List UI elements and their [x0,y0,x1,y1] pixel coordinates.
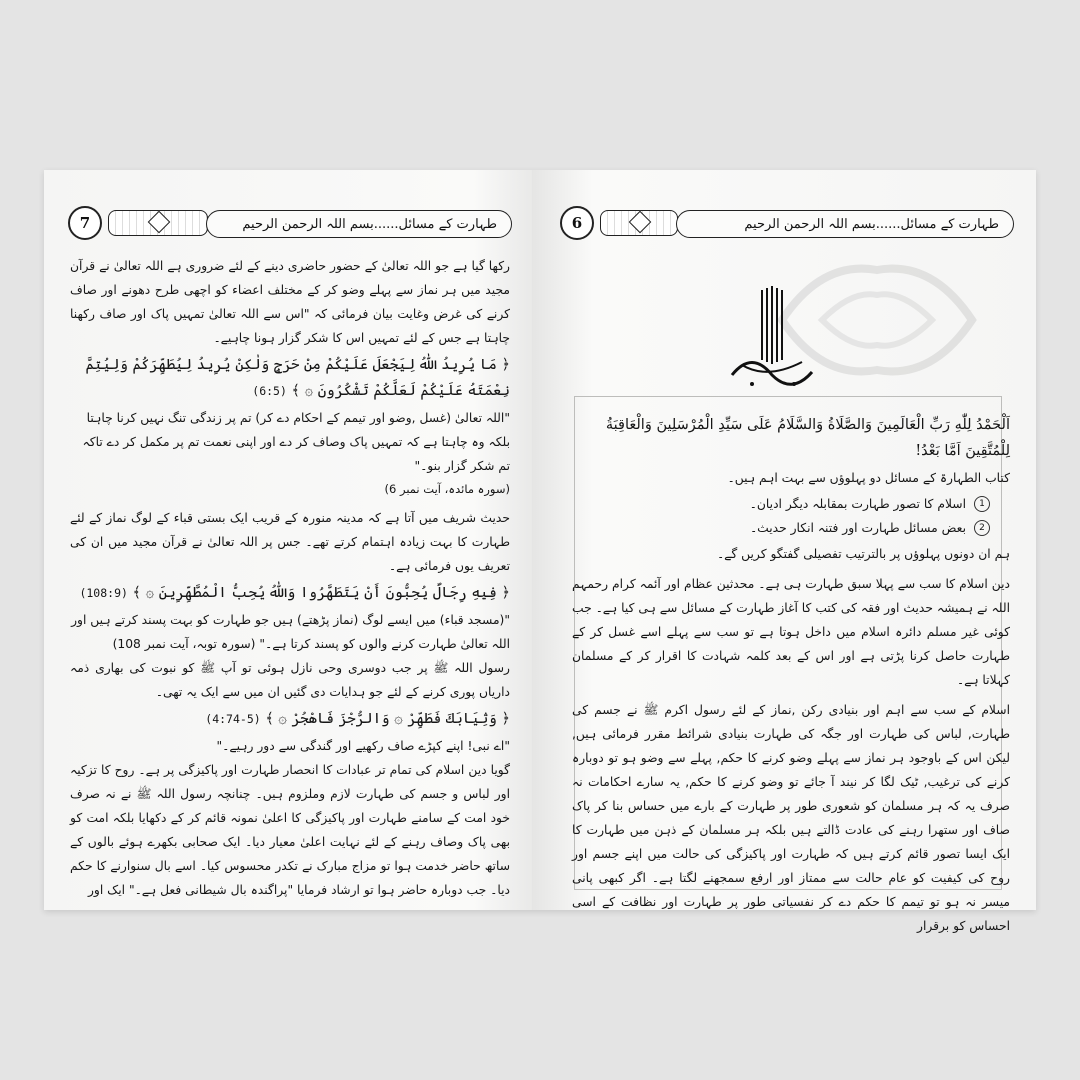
list-item-text: بعض مسائل طہارت اور فتنہ انکار حدیث۔ [749,521,966,535]
ornament-frame-icon [108,210,208,236]
bismillah-calligraphy-icon [712,280,832,400]
list-number: 2 [974,520,990,536]
paragraph: گویا دین اسلام کی تمام تر عبادات کا انحصار طہارت اور پاکیزگی پر ہے۔ روح کا تزکیہ اور لباس و جسم کی طہارت لازم وملزوم ہیں۔ چنانچہ رسول اللہ ﷺ نے نہ صرف خود امت کے سامنے طہارت اور پاکیزگی کا اعلیٰ نمونہ قائم کر کے دکھایا بلکہ امت کو بھی پاک وصاف رہنے کے لئے نہایت اعلیٰ معیار دیا۔ ایک صحابی بکھرے ہوئے بالوں کے ساتھ حاضر خدمت ہوا تو مزاج مبارک نے تکدر محسوس کیا۔ اسے بال سنوارنے کا حکم دیا۔ جب دوبارہ حاضر ہوا تو ارشاد فرمایا "پراگندہ بال شیطانی فعل ہے۔" ایک اور [70,763,510,897]
quran-verse [70,580,510,606]
page-body [572,410,1010,938]
ornament-frame-icon [600,210,678,236]
list-number: 1 [974,496,990,512]
left-page [44,170,532,910]
translation: "اے نبی! اپنے کپڑے صاف رکھیے اور گندگی سے دور رہیے۔" [216,739,510,753]
list-item [572,516,990,540]
header-title: طہارت کے مسائل......بسم اللہ الرحمن الرحیم [242,216,497,232]
page-body [70,254,510,902]
header-bar [206,210,512,238]
paragraph: رکھا گیا ہے جو اللہ تعالیٰ کے حضور حاضری دینے کے لئے ضروری ہے اللہ تعالیٰ نے قرآن مجید میں ہر نماز سے پہلے وضو کر کے مختلف اعضاء کو اچھی طرح دھونے اور صاف کرنے کی غرض وغایت بیان فرمائی کہ "اس سے اللہ تعالیٰ تمہیں پاک اور صاف رکھنا چاہتا ہے جس کے لئے تمہیں اس کا شکر گزار ہونا چاہیے۔ [70,259,510,345]
numbered-list [572,492,990,540]
paragraph: اسلام کے سب سے اہم اور بنیادی رکن ,نماز کے لئے رسول اکرم ﷺ نے جسم کی طہارت, لباس کی طہارت اور جگہ کی طہارت بنیادی شرائط مقرر فرمائی ہیں, لیکن اس کے باوجود ہر نماز سے پہلے وضو کرنے کا حکم, پہلے سے وضو ہو تو دوبارہ کرنے کی ترغیب, ٹیک لگا کر نیند آ جائے تو وضو کرنے کا حکم, یہ سارے احکامات نہ صرف یہ کہ ہر مسلمان کو شعوری طور پر طہارت کے بارے میں حساس بنا کر پاک صاف اور ستھرا رہنے کی عادت ڈالتے ہیں بلکہ ہر مسلمان کے ذہن میں طہارت کا ایک ایسا تصور قائم کرتے ہیں کہ طہارت اور پاکیزگی کی حالت میں اپنے جسم اور روح کی کیفیت کو عام حالت سے ممتاز اور ارفع سمجھنے لگتا ہے۔ اگر کبھی پانی میسر نہ ہو تو تیمم کا حکم دے کر نفسیاتی طور پر طہارت اور نظافت کے اسی احساس کو برقرار [572,703,1010,933]
verse-text: ﴿ مَا يُرِيدُ اللّٰهُ لِيَجْعَلَ عَلَيْكُمْ مِنْ حَرَجٍ وَلٰكِنْ يُرِيدُ لِيُطَهِّرَكُمْ وَلِيُتِمَّ نِعْمَتَهُ عَلَيْكُمْ لَعَلَّكُمْ تَشْكُرُونَ ۞ ﴾ [85,357,510,399]
header-bar [676,210,1014,238]
verse-reference: (108:9) [79,586,128,600]
list-note: ہم ان دونوں پہلوؤں پر بالترتیب تفصیلی گفتگو کریں گے۔ [716,547,1010,561]
open-book [44,170,1036,933]
translation: "(مسجد قباء) میں ایسے لوگ (نماز پڑھتے) ہیں جو طہارت کو بہت پسند کرتے ہیں اور اللہ تعالیٰ طہارت کرنے والوں کو پسند کرتا ہے۔" (سورہ توبہ، آیت نمبر 108) [71,613,510,651]
header-ornament [560,204,678,242]
header-title: طہارت کے مسائل......بسم اللہ الرحمن الرحیم [744,216,999,232]
list-item-text: اسلام کا تصور طہارت بمقابلہ دیگر ادیان۔ [749,497,966,511]
list-item [572,492,990,516]
intro-line: کتاب الطہارۃ کے مسائل دو پہلوؤں سے بہت اہم ہیں۔ [727,471,1010,485]
opening-arabic: اَلْحَمْدُ لِلّٰهِ رَبِّ الْعَالَمِينَ وَالصَّلَاةُ وَالسَّلَامُ عَلَى سَيِّدِ الْمُرْسَلِينَ وَالْعَاقِبَةُ لِلْمُتَّقِينَ اَمَّا بَعْدُ! [605,417,1010,459]
right-page [532,170,1036,933]
verse-reference: (6:5) [252,384,287,398]
header-ornament [68,204,208,242]
quran-verse [70,352,510,404]
paragraph: حدیث شریف میں آتا ہے کہ مدینہ منورہ کے قریب ایک بستی قباء کے لوگ نماز کے لئے طہارت کا بہت زیادہ اہتمام کرتے تھے۔ جس پر اللہ تعالیٰ نے قرآن مجید میں ان کی تعریف یوں فرمائی ہے۔ [70,511,510,573]
verse-text: ﴿ وَثِيَابَكَ فَطَهِّرْ ۞ وَالرُّجْزَ فَاهْجُرْ ۞ ﴾ [265,711,510,727]
page-header [68,204,512,244]
quran-verse [70,706,510,732]
translation: "اللہ تعالیٰ (غسل ,وضو اور تیمم کے احکام دے کر) تم پر زندگی تنگ نہیں کرنا چاہتا بلکہ وہ چاہتا ہے کہ تمہیں پاک وصاف کر دے اور اپنی نعمت تم پر مکمل کر دے تاکہ تم شکر گزار بنو۔" [82,411,510,473]
page-header [560,204,1014,244]
verse-text: ﴿ فِيهِ رِجَالٌ يُحِبُّونَ أَنْ يَتَطَهَّرُوا وَاللّٰهُ يُحِبُّ الْمُطَّهِّرِينَ ۞ ﴾ [132,585,510,601]
verse-reference: (5-4:74) [205,712,261,726]
paragraph: رسول اللہ ﷺ پر جب دوسری وحی نازل ہوئی تو آپ ﷺ کو نبوت کی بھاری ذمہ داریاں پوری کرنے کے لئے جو ہدایات دی گئیں ان میں سے ایک یہ تھی۔ [70,661,510,699]
paragraph: دین اسلام کا سب سے پہلا سبق طہارت ہی ہے۔ محدثین عظام اور آئمہ کرام رحمہم اللہ نے ہمیشہ حدیث اور فقہ کی کتب کا آغاز طہارت کے مسائل سے ہی کیا ہے۔ جب کوئی غیر مسلم دائرہ اسلام میں داخل ہوتا ہے تو سب سے پہلے اسے غسل کر کے طہارت حاصل کرنا پڑتی ہے اور اس کے بعد کلمہ شہادت کا اقرار کر کے مسلمان کہلاتا ہے۔ [572,577,1010,687]
page-number: 7 [68,206,102,240]
source-citation: (سورہ مائدہ، آیت نمبر 6) [384,482,510,496]
page-number: 6 [560,206,594,240]
